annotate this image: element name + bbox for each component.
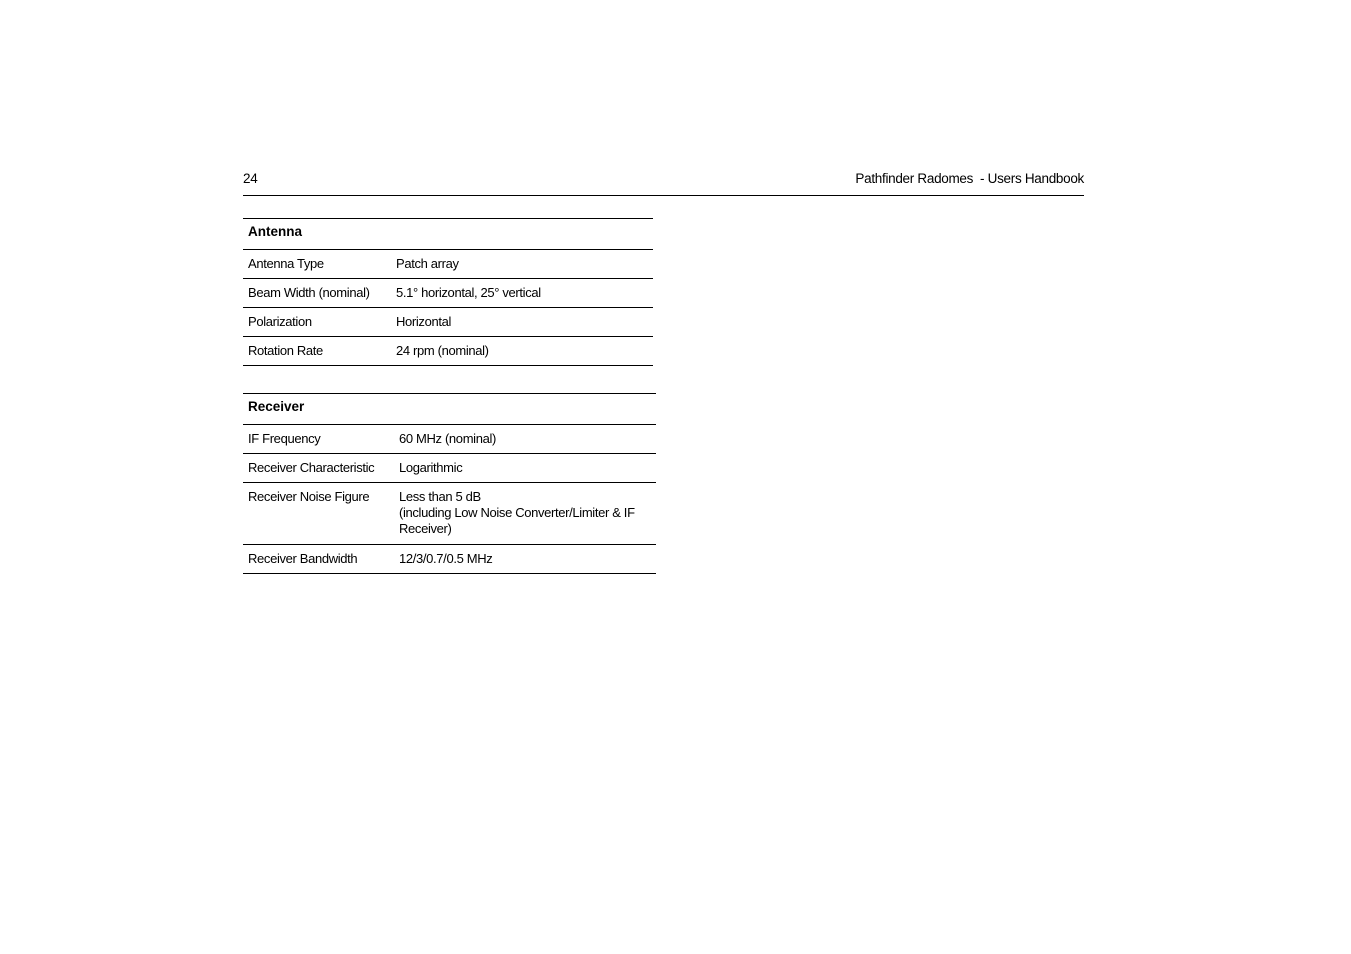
row-label: Polarization (243, 308, 391, 337)
row-value: Horizontal (391, 308, 653, 337)
table-header-row (243, 394, 656, 425)
row-label: Receiver Bandwidth (243, 545, 394, 574)
table-row (243, 279, 653, 308)
table-row (243, 337, 653, 366)
row-label: Receiver Characteristic (243, 454, 394, 483)
antenna-heading: Antenna (243, 219, 653, 250)
row-value: 12/3/0.7/0.5 MHz (394, 545, 656, 574)
receiver-spec-table (243, 393, 656, 574)
table-row (243, 545, 656, 574)
table-row (243, 308, 653, 337)
row-value: Less than 5 dB (including Low Noise Converter/Limiter & IF Receiver) (394, 483, 656, 545)
row-value: 5.1° horizontal, 25° vertical (391, 279, 653, 308)
antenna-spec-table (243, 218, 653, 366)
row-label: Receiver Noise Figure (243, 483, 394, 545)
row-value: Patch array (391, 250, 653, 279)
table-row (243, 454, 656, 483)
row-label: Beam Width (nominal) (243, 279, 391, 308)
table-header-row (243, 219, 653, 250)
running-title: Pathfinder Radomes - Users Handbook (855, 171, 1084, 186)
row-label: Antenna Type (243, 250, 391, 279)
table-row (243, 483, 656, 545)
row-value: 60 MHz (nominal) (394, 425, 656, 454)
table-row (243, 425, 656, 454)
row-label: Rotation Rate (243, 337, 391, 366)
receiver-heading: Receiver (243, 394, 656, 425)
row-value: Logarithmic (394, 454, 656, 483)
page-header (243, 170, 1084, 196)
table-row (243, 250, 653, 279)
row-label: IF Frequency (243, 425, 394, 454)
row-value: 24 rpm (nominal) (391, 337, 653, 366)
page-number: 24 (243, 171, 258, 186)
